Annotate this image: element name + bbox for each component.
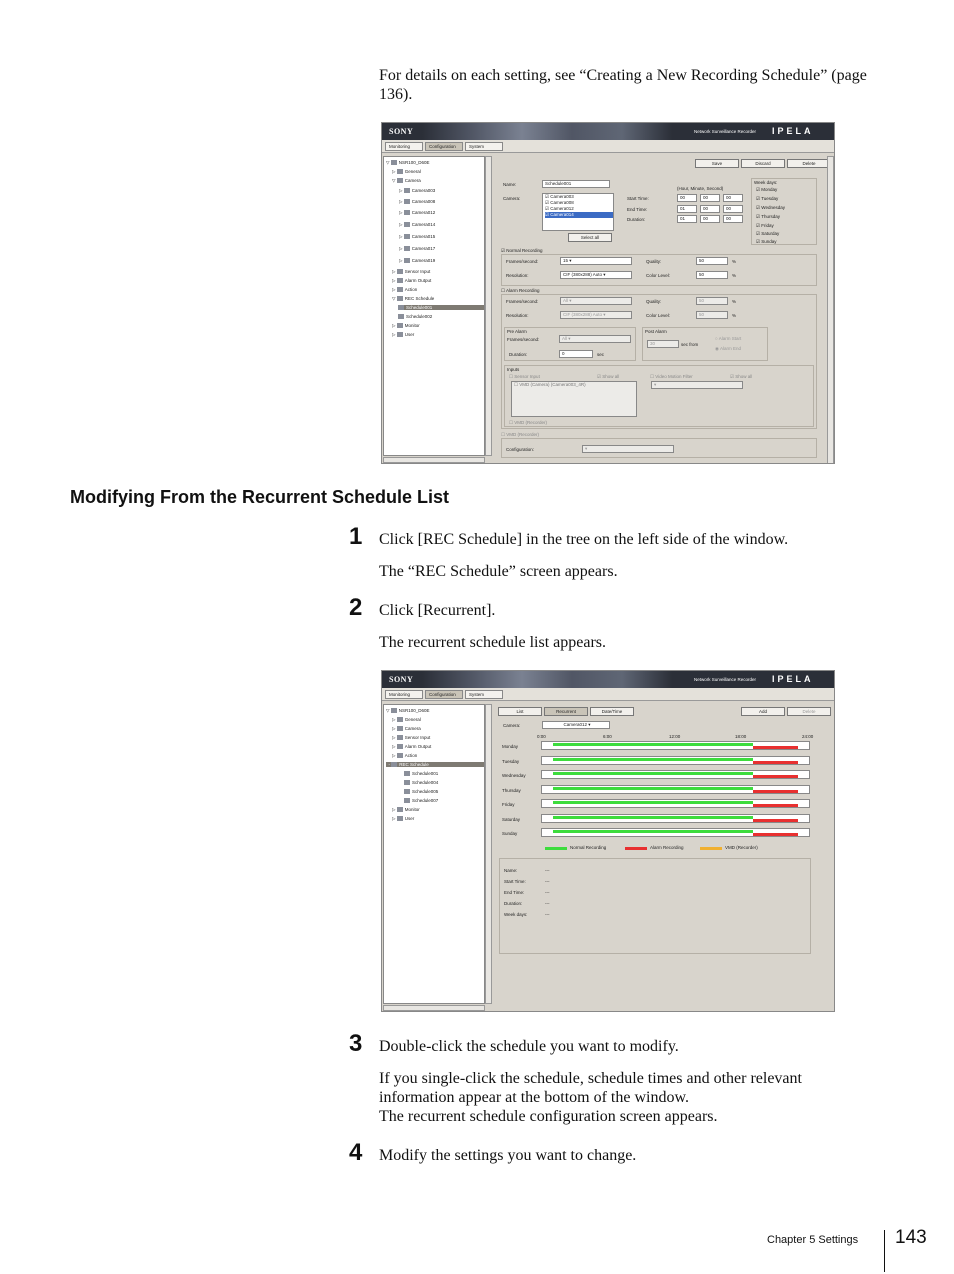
tree-item-rec-schedule[interactable]: ▽ REC Schedule	[392, 296, 435, 301]
sensor-icon	[397, 735, 403, 740]
quality-label: Quality:	[646, 259, 662, 264]
tree-item-schedule004[interactable]: Schedule004	[404, 780, 438, 785]
show-all-checkbox[interactable]: ☑ Show all	[730, 374, 753, 379]
main-tabs	[382, 688, 834, 701]
product-name: Network Surveillance Recorder	[694, 677, 757, 682]
camera-icon	[397, 178, 403, 183]
list-view-button[interactable]: List	[498, 707, 542, 716]
inputs-group	[504, 365, 814, 427]
video-motion-filter-checkbox[interactable]: ☐ Video Motion Filter	[650, 374, 693, 379]
info-start-value: ---	[545, 879, 550, 884]
alarm-fps-select[interactable]: All ▾	[560, 297, 632, 305]
normal-recording-bar[interactable]	[553, 787, 753, 790]
tree-item-action[interactable]: ▷ Action	[392, 287, 418, 292]
resolution-label: Resolution:	[506, 273, 529, 278]
configuration-select[interactable]: ▾	[582, 445, 674, 453]
intro-text: For details on each setting, see “Creating a New Recording Schedule” (page 136).	[379, 67, 867, 103]
end-second[interactable]: 00	[723, 205, 743, 213]
schedule-row-tuesday[interactable]	[541, 756, 810, 765]
rec-schedule-screenshot	[381, 122, 835, 464]
camera-icon	[404, 246, 410, 251]
resolution-label: Resolution:	[506, 313, 529, 318]
alarm-recording-bar[interactable]	[753, 775, 798, 778]
step-text: Click [Recurrent].	[379, 602, 496, 619]
alarm-recording-group	[501, 294, 817, 429]
vmf-select[interactable]: ▾	[651, 381, 743, 389]
schedule-row-friday[interactable]	[541, 799, 810, 808]
tree-item-user[interactable]: ▷ User	[392, 816, 415, 821]
info-duration-label: Duration:	[504, 901, 523, 906]
day-label: Friday	[502, 802, 515, 807]
action-icon	[397, 753, 403, 758]
alarm-recording-bar[interactable]	[753, 761, 798, 764]
camera-list-item[interactable]: ☑ Camera014	[545, 212, 613, 218]
recorder-icon	[391, 160, 397, 165]
day-label: Thursday	[502, 788, 521, 793]
percent-label: %	[732, 259, 737, 264]
schedule-icon	[404, 798, 410, 803]
config-tree	[383, 704, 485, 1004]
normal-fps-select[interactable]: 15 ▾	[560, 257, 632, 265]
start-time-label: Start Time:	[627, 196, 649, 201]
step-result: If you single-click the schedule, schedule times and other relevant information appear at the bottom of the window.	[379, 1070, 802, 1106]
show-all-checkbox[interactable]: ☑ Show all	[597, 374, 620, 379]
app-titlebar	[382, 123, 834, 140]
color-level-label: Color Level:	[646, 273, 671, 278]
normal-recording-bar[interactable]	[553, 743, 753, 746]
info-weekdays-label: Week days:	[504, 912, 528, 917]
post-alarm-duration[interactable]: 30	[647, 340, 679, 348]
alarm-recording-bar[interactable]	[753, 804, 798, 807]
normal-recording-checkbox[interactable]: ☑ Normal Recording	[501, 248, 543, 253]
hour-tick: 6:00	[603, 734, 612, 739]
normal-recording-bar[interactable]	[553, 801, 753, 804]
pane-scrollbar[interactable]	[827, 156, 834, 464]
main-tabs	[382, 140, 834, 153]
footer-divider	[884, 1230, 885, 1272]
hour-tick: 18:00	[735, 734, 747, 739]
tree-item-sensor-input[interactable]: ▷ Sensor Input	[392, 735, 431, 740]
step-number: 1	[349, 523, 363, 550]
discard-button[interactable]: Discard	[741, 159, 785, 168]
percent-label: %	[732, 273, 737, 278]
fps-label: Frames/second:	[506, 259, 539, 264]
camera-icon	[404, 258, 410, 263]
camera-list-item[interactable]: ☑ Camera008	[545, 200, 574, 205]
step-text: Double-click the schedule you want to modify.	[379, 1038, 679, 1055]
pre-alarm-fps-select[interactable]: All ▾	[559, 335, 631, 343]
legend-label-vmd: VMD (Recorder)	[725, 845, 758, 850]
schedule-icon	[397, 296, 403, 301]
day-label: Wednesday	[502, 773, 526, 778]
datetime-view-button[interactable]: Date/Time	[590, 707, 634, 716]
step-result: The “REC Schedule” screen appears.	[379, 563, 618, 580]
normal-recording-bar[interactable]	[553, 830, 753, 833]
tree-item-general[interactable]: ▷ General	[392, 169, 421, 174]
tree-item-camera014[interactable]: ▷ Camera014	[399, 222, 436, 227]
action-icon	[397, 287, 403, 292]
ipela-logo: IPELA	[772, 126, 814, 136]
legend-swatch-vmd	[700, 847, 722, 850]
schedule-row-monday[interactable]	[541, 741, 810, 750]
alarm-end-radio[interactable]: ◉ Alarm End	[715, 346, 741, 351]
fps-label: Frames/second:	[506, 299, 539, 304]
schedule-settings-pane	[495, 156, 834, 464]
info-end-label: End Time:	[504, 890, 525, 895]
alarm-icon	[397, 744, 403, 749]
schedule-icon	[404, 780, 410, 785]
sensor-icon	[397, 269, 403, 274]
day-label: Tuesday	[502, 759, 520, 764]
alarm-recording-bar[interactable]	[753, 819, 798, 822]
add-button[interactable]: Add	[741, 707, 785, 716]
inputs-label: Inputs	[507, 367, 520, 372]
normal-recording-bar[interactable]	[553, 758, 753, 761]
tree-item-rec-schedule[interactable]: - REC Schedule	[386, 762, 484, 767]
normal-color-field[interactable]: 50	[696, 271, 728, 279]
tree-item-schedule007[interactable]: Schedule007	[404, 798, 438, 803]
sensor-input-checkbox[interactable]: ☐ Sensor Input	[509, 374, 540, 379]
day-label: Saturday	[502, 817, 521, 822]
vmd-camera-list[interactable]: ☐ VMD (Camera) (Camera003_4R)	[511, 381, 637, 417]
user-icon	[397, 332, 403, 337]
alarm-recording-bar[interactable]	[753, 790, 798, 793]
day-label: Sunday	[502, 831, 518, 836]
info-duration-value: ---	[545, 901, 550, 906]
pre-alarm-group	[504, 327, 636, 361]
weekdays-group	[751, 178, 817, 245]
alarm-resolution-select[interactable]: CIF (380x288) Auto ▾	[560, 311, 632, 319]
alarm-color-field[interactable]: 50	[696, 311, 728, 319]
alarm-icon	[397, 278, 403, 283]
normal-resolution-select[interactable]: CIF (380x288) Auto ▾	[560, 271, 632, 279]
banner-graphic	[422, 671, 672, 688]
configuration-label: Configuration:	[506, 447, 535, 452]
hour-tick: 0:00	[537, 734, 546, 739]
page-number: 143	[895, 1227, 927, 1248]
recurrent-view-button[interactable]: Recurrent	[544, 707, 588, 716]
sec-label: sec	[597, 352, 605, 357]
tree-item-camera[interactable]: ▷ Camera	[392, 726, 421, 731]
schedule-row-sunday[interactable]	[541, 828, 810, 837]
legend-swatch-normal	[545, 847, 567, 850]
schedule-icon	[391, 762, 397, 767]
user-icon	[397, 816, 403, 821]
tab-monitoring[interactable]: Monitoring	[385, 142, 423, 151]
name-field[interactable]: Schedule001	[542, 180, 610, 188]
schedule-icon	[398, 305, 404, 310]
hour-tick: 24:00	[802, 734, 814, 739]
info-start-label: Start Time:	[504, 879, 526, 884]
step-number: 2	[349, 594, 363, 621]
step-number: 3	[349, 1030, 363, 1057]
config-tree	[383, 156, 485, 456]
pre-alarm-label: Pre Alarm	[507, 329, 527, 334]
normal-recording-bar[interactable]	[553, 772, 753, 775]
gear-icon	[397, 169, 403, 174]
tree-item-user[interactable]: ▷ User	[392, 332, 415, 337]
info-weekdays-value: ---	[545, 912, 550, 917]
start-hour[interactable]: 00	[677, 194, 697, 202]
time-format-label: (Hour, Minute, Second)	[677, 186, 724, 191]
tab-system[interactable]: System	[465, 690, 503, 699]
delete-button[interactable]: Delete	[787, 707, 831, 716]
camera-icon	[404, 188, 410, 193]
recurrent-schedule-screenshot	[381, 670, 835, 1012]
tree-item-schedule005[interactable]: Schedule005	[404, 789, 438, 794]
duration-hour[interactable]: 01	[677, 215, 697, 223]
step-number: 4	[349, 1139, 363, 1166]
weekday-monday[interactable]: ☑ Monday	[756, 187, 778, 192]
weekday-tuesday[interactable]: ☑ Tuesday	[756, 196, 779, 201]
tree-item-camera008[interactable]: ▷ Camera008	[399, 199, 436, 204]
tree-item-action[interactable]: ▷ Action	[392, 753, 418, 758]
sony-logo: SONY	[389, 675, 414, 684]
duration-label: Duration:	[627, 217, 646, 222]
step-text: Click [REC Schedule] in the tree on the left side of the window.	[379, 531, 789, 548]
day-label: Monday	[502, 744, 519, 749]
normal-recording-group	[501, 254, 817, 286]
tree-item-sensor-input[interactable]: ▷ Sensor Input	[392, 269, 431, 274]
sony-logo: SONY	[389, 127, 414, 136]
end-minute[interactable]: 00	[700, 205, 720, 213]
tab-monitoring[interactable]: Monitoring	[385, 690, 423, 699]
post-alarm-label: Post Alarm	[645, 329, 667, 334]
legend	[545, 845, 825, 853]
info-end-value: ---	[545, 890, 550, 895]
sec-from-label: sec from	[681, 342, 699, 347]
recurrent-list-pane	[495, 704, 834, 1012]
post-alarm-group	[642, 327, 768, 361]
tree-item-camera019[interactable]: ▷ Camera019	[399, 258, 436, 263]
weekdays-label: Week days:	[754, 180, 778, 185]
tab-configuration[interactable]: Configuration	[425, 142, 463, 151]
tree-item-camera012[interactable]: ▷ Camera012	[399, 210, 436, 215]
tree-scrollbar[interactable]	[485, 704, 492, 1004]
app-titlebar	[382, 671, 834, 688]
monitor-icon	[397, 807, 403, 812]
normal-quality-field[interactable]: 50	[696, 257, 728, 265]
vmd-recorder-checkbox[interactable]: ☐ VMD (Recorder)	[509, 420, 548, 425]
tree-scrollbar[interactable]	[485, 156, 492, 456]
tree-item-camera003[interactable]: ▷ Camera003	[399, 188, 436, 193]
ipela-logo: IPELA	[772, 674, 814, 684]
tree-item-camera015[interactable]: ▷ Camera015	[399, 234, 436, 239]
schedule-icon	[404, 771, 410, 776]
alarm-recording-bar[interactable]	[753, 833, 798, 836]
monitor-icon	[397, 323, 403, 328]
camera-icon	[404, 199, 410, 204]
start-minute[interactable]: 00	[700, 194, 720, 202]
delete-button[interactable]: Delete	[787, 159, 831, 168]
alarm-recording-bar[interactable]	[753, 746, 798, 749]
duration-minute[interactable]: 00	[700, 215, 720, 223]
weekday-wednesday[interactable]: ☑ Wednesday	[756, 205, 785, 210]
camera-list-item[interactable]: ☑ Camera003	[545, 194, 574, 199]
tree-root[interactable]: ▽ NSR100_D60E	[386, 160, 430, 165]
schedule-row-wednesday[interactable]	[541, 770, 810, 779]
alarm-start-radio[interactable]: ○ Alarm Start	[715, 336, 742, 341]
camera-icon	[404, 222, 410, 227]
camera-icon	[397, 726, 403, 731]
weekday-friday[interactable]: ☑ Friday	[756, 223, 774, 228]
tree-item-alarm-output[interactable]: ▷ Alarm Output	[392, 744, 432, 749]
tree-item-monitor[interactable]: ▷ Monitor	[392, 323, 420, 328]
banner-graphic	[422, 123, 672, 140]
schedule-row-thursday[interactable]	[541, 785, 810, 794]
tree-item-general[interactable]: ▷ General	[392, 717, 421, 722]
vmd-recorder-group	[501, 438, 817, 458]
gear-icon	[397, 717, 403, 722]
schedule-info-group	[499, 858, 811, 954]
start-second[interactable]: 00	[723, 194, 743, 202]
normal-recording-bar[interactable]	[553, 816, 753, 819]
chapter-label: Chapter 5 Settings	[767, 1234, 859, 1246]
weekday-thursday[interactable]: ☑ Thursday	[756, 214, 780, 219]
camera-icon	[404, 210, 410, 215]
legend-label-normal: Normal Recording	[570, 845, 607, 850]
alarm-recording-checkbox[interactable]: ☐ Alarm Recording	[501, 288, 540, 293]
step-text: Modify the settings you want to change.	[379, 1147, 637, 1164]
camera-label: Camera:	[503, 723, 521, 728]
tab-system[interactable]: System	[465, 142, 503, 151]
alarm-quality-field[interactable]: 50	[696, 297, 728, 305]
camera-list[interactable]	[542, 193, 614, 231]
step-result: The recurrent schedule configuration screen appears.	[379, 1108, 718, 1125]
step-result: The recurrent schedule list appears.	[379, 634, 607, 651]
pre-alarm-duration[interactable]: 0	[559, 350, 593, 358]
save-button[interactable]: Save	[695, 159, 739, 168]
product-name: Network Surveillance Recorder	[694, 129, 757, 134]
tree-item-schedule001[interactable]: Schedule001	[398, 305, 484, 310]
tree-item-schedule001[interactable]: Schedule001	[404, 771, 438, 776]
info-name-label: Name:	[504, 868, 518, 873]
tree-hscrollbar[interactable]	[383, 1005, 485, 1011]
tree-item-alarm-output[interactable]: ▷ Alarm Output	[392, 278, 432, 283]
tree-hscrollbar[interactable]	[383, 457, 485, 463]
legend-label-alarm: Alarm Recording	[650, 845, 684, 850]
end-hour[interactable]: 01	[677, 205, 697, 213]
weekday-sunday[interactable]: ☑ Sunday	[756, 239, 777, 244]
schedule-icon	[398, 314, 404, 319]
duration-label: Duration:	[509, 352, 528, 357]
name-label: Name:	[503, 182, 517, 187]
tree-item-schedule002[interactable]: Schedule002	[398, 314, 432, 319]
tab-configuration[interactable]: Configuration	[425, 690, 463, 699]
vmd-recorder-main-checkbox[interactable]: ☐ VMD (Recorder)	[501, 432, 540, 437]
schedule-row-saturday[interactable]	[541, 814, 810, 823]
percent-label: %	[732, 313, 737, 318]
select-all-button[interactable]: Select all	[568, 233, 612, 242]
tree-item-camera[interactable]: ▽ Camera	[392, 178, 421, 183]
info-name-value: ---	[545, 868, 550, 873]
weekday-saturday[interactable]: ☑ Saturday	[756, 231, 780, 236]
tree-item-camera017[interactable]: ▷ Camera017	[399, 246, 436, 251]
legend-swatch-alarm	[625, 847, 647, 850]
quality-label: Quality:	[646, 299, 662, 304]
tree-item-monitor[interactable]: ▷ Monitor	[392, 807, 420, 812]
color-level-label: Color Level:	[646, 313, 671, 318]
hour-tick: 12:00	[669, 734, 681, 739]
section-heading: Modifying From the Recurrent Schedule List	[70, 487, 450, 507]
fps-label: Frames/second:	[507, 337, 540, 342]
duration-second[interactable]: 00	[723, 215, 743, 223]
camera-icon	[404, 234, 410, 239]
camera-list-item[interactable]: ☑ Camera012	[545, 206, 574, 211]
schedule-icon	[404, 789, 410, 794]
percent-label: %	[732, 299, 737, 304]
camera-label: Camera:	[503, 196, 521, 201]
camera-select[interactable]: Camera012 ▾	[542, 721, 610, 729]
tree-root[interactable]: ▽ NSR100_D60E	[386, 708, 430, 713]
recorder-icon	[391, 708, 397, 713]
end-time-label: End Time:	[627, 207, 648, 212]
